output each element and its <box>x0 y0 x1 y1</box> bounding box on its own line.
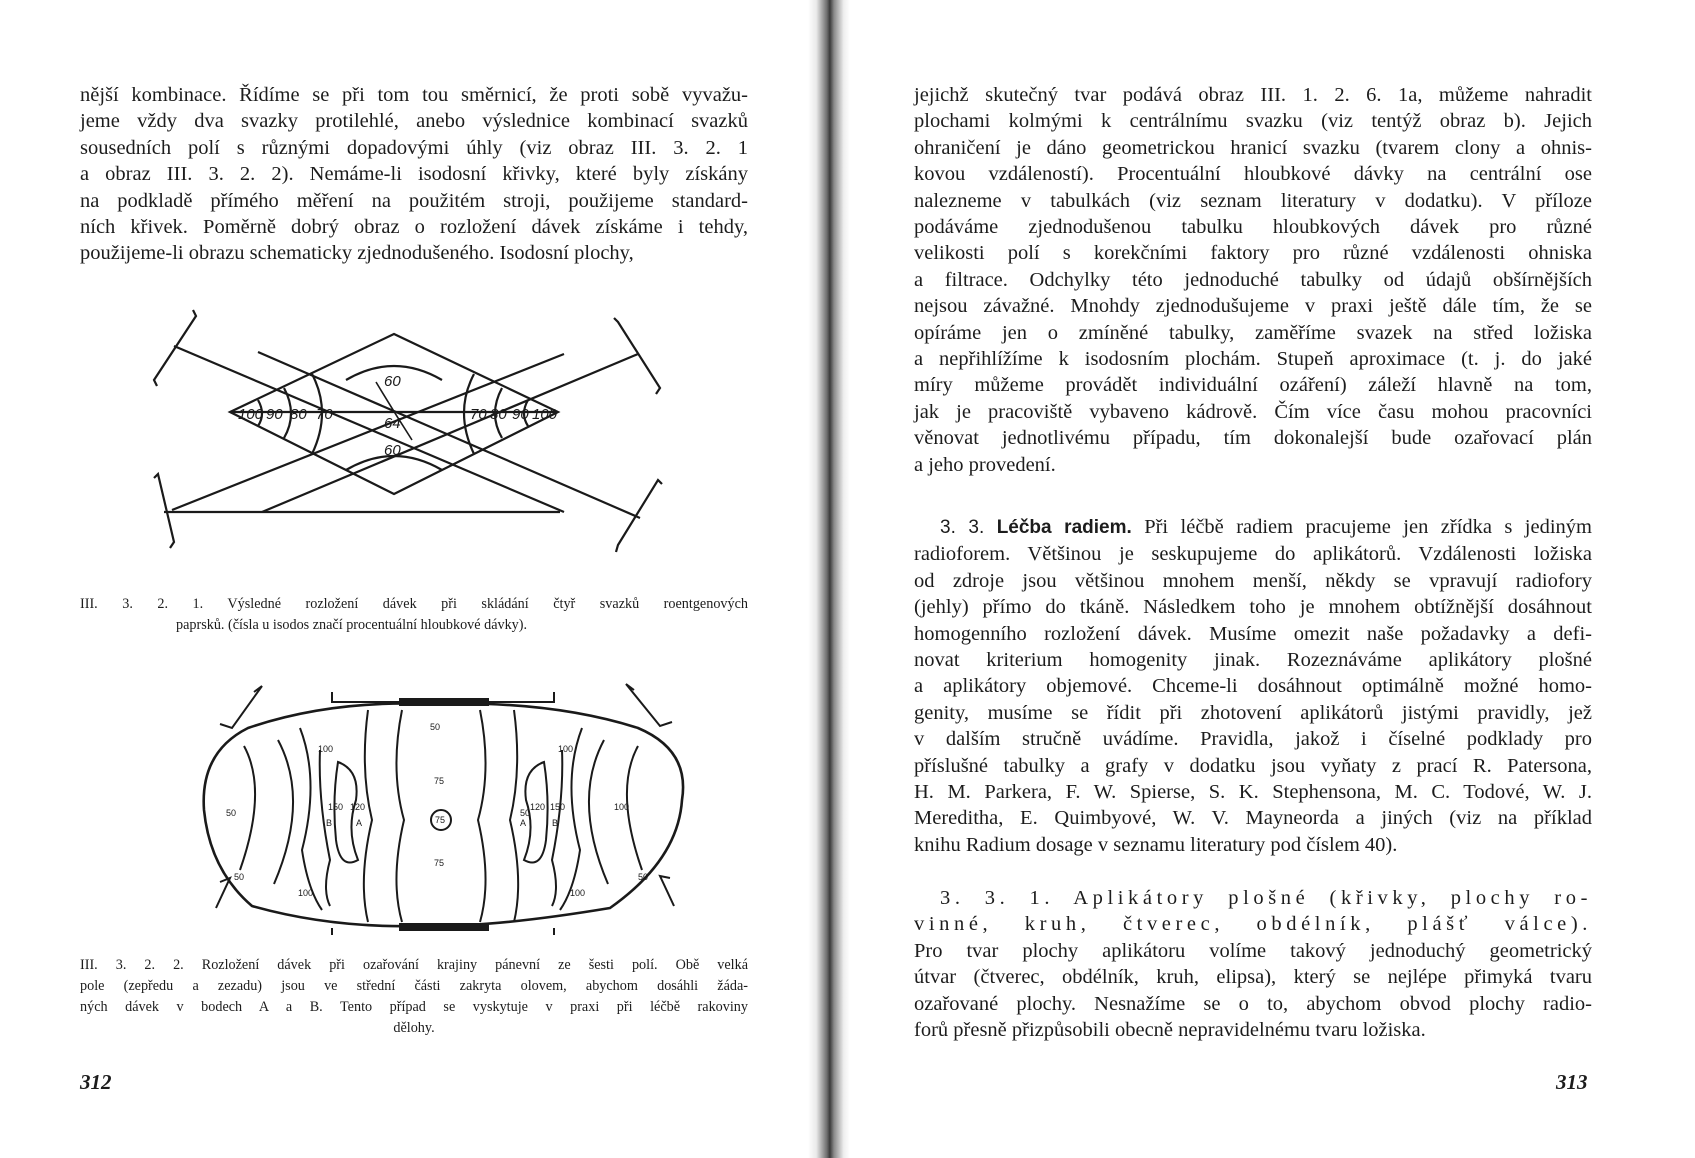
section-first-line: Při léčbě radiem pracujeme jen zřídka s jediným <box>1144 516 1592 538</box>
page-number-left: 312 <box>80 1070 112 1094</box>
paragraph-line: kovou vzdáleností). Procentuální hloubkové dávky na centrální ose <box>914 163 1592 186</box>
fig2-label-2: 75 <box>434 776 445 786</box>
paragraph-line: knihu Radium dosage v seznamu literatury pod číslem 40). <box>914 833 1398 856</box>
section-title: Léčba radiem. <box>996 517 1132 538</box>
fig2-label-4: 75 <box>434 858 445 868</box>
fig1-label-r3: 100 <box>532 406 558 423</box>
section-number: 3. 3. <box>940 517 985 538</box>
fig2-label-8: 50 <box>520 808 531 818</box>
fig2-label-14: A <box>356 818 363 828</box>
paragraph-line: útvar (čtverec, obdélník, kruh, elipsa), který se nejlépe přimyká tvaru <box>914 966 1592 989</box>
paragraph-line: a jeho provedení. <box>914 453 1056 476</box>
section-3-3 <box>914 514 1592 858</box>
fig1-label-l3: 70 <box>316 406 333 423</box>
paragraph-line: forů přesně přizpůsobili obecně nepravidelnému tvaru ložiska. <box>914 1019 1426 1042</box>
caption-line: paprsků. (čísla u isodos značí procentuální hloubkové dávky). <box>176 617 528 633</box>
paragraph-line: homogenního rozložení dávek. Musíme omezit naše požadavky a defi- <box>914 622 1592 645</box>
figure1-caption <box>80 594 748 636</box>
fig1-label-c1: 64 <box>384 415 401 432</box>
paragraph-line: míry můžeme provádět individuální ozáření) záleží hlavně na tom, <box>914 374 1592 397</box>
fig2-label-16: B <box>552 818 559 828</box>
fig2-label-17: 150 <box>328 802 344 812</box>
paragraph-line: a nepřihlížíme k isodosním plochám. Stupeň aproximace (t. j. do jaké <box>914 348 1592 371</box>
paragraph-line: jejichž skutečný tvar podává obraz III. 1. 2. 6. 1a, můžeme nahradit <box>914 84 1592 106</box>
paragraph-line: novat kriterium homogenity jinak. Rozeznáváme aplikátory plošné <box>914 649 1592 672</box>
fig2-label-7: 50 <box>226 808 237 818</box>
paragraph-line: a aplikátory objemové. Chceme-li dosáhnout optimálně možné homo- <box>914 675 1592 698</box>
paragraph-line: genity, musíme se řídit při zhotovení aplikátorů jistými pravidly, jež <box>914 701 1592 724</box>
section-heading-line <box>914 514 1592 541</box>
fig2-label-11: 100 <box>570 888 586 898</box>
paragraph-line: Pro tvar plochy aplikátoru volíme takový jednoduchý geometrický <box>914 939 1592 962</box>
applicator-bottom-right <box>616 480 662 552</box>
fig2-label-5: 100 <box>558 744 574 754</box>
left-paragraph <box>80 82 748 267</box>
fig1-label-c0: 60 <box>384 373 401 390</box>
fig2-label-19: 120 <box>350 802 366 812</box>
fig2-label-3: 75 <box>435 815 446 825</box>
paragraph-line: podáváme zjednodušenou tabulku hloubkových dávek pro různé <box>914 216 1592 239</box>
paragraph-line: 3. 3. 1. Aplikátory plošné (křivky, plochy ro- <box>940 887 1592 909</box>
fig2-label-0: 50 <box>430 722 441 732</box>
fig1-label-c2: 60 <box>384 442 401 459</box>
figure2-caption <box>80 955 748 1039</box>
fig1-label-l0: 100 <box>238 406 264 423</box>
paragraph-line: opíráme jen o zmíněné tabulky, zaměříme svazek na střed ložiska <box>914 321 1592 344</box>
caption-line: pole (zepředu a zezadu) jsou ve střední části zakryta olovem, abychom dosáhli žáda- <box>80 978 748 994</box>
fig2-label-15: A <box>520 818 527 828</box>
right-paragraph-1 <box>914 82 1592 478</box>
paragraph-line: příslušné tabulky a grafy v dodatku jsou vyňaty z prací R. Patersona, <box>914 754 1592 777</box>
paragraph-line: plochami kolmými k centrálnímu svazku (viz tentýž obraz b). Jejich <box>914 110 1592 133</box>
fig1-label-r0: 70 <box>470 406 487 423</box>
figure-pelvic-six-fields <box>190 670 690 935</box>
fig2-label-10: 50 <box>638 872 649 882</box>
fig1-label-l1: 90 <box>266 406 283 423</box>
paragraph-line: ohraničení je dáno geometrickou hranicí svazku (tvarem clony a ohnis- <box>914 136 1592 159</box>
book-gutter <box>808 0 850 1158</box>
page-number-right: 313 <box>1556 1070 1588 1094</box>
paragraph-line: vinné, kruh, čtverec, obdélník, plášť válce). <box>914 913 1592 936</box>
caption-line: III. 3. 2. 2. Rozložení dávek při ozařování krajiny pánevní ze šesti polí. Obě velká <box>80 957 748 973</box>
fig1-label-r2: 90 <box>512 406 529 423</box>
fig2-label-6: 100 <box>298 888 314 898</box>
figure1-svg <box>140 290 680 590</box>
paragraph-line: ozařované plochy. Nesnažíme se o to, abychom obvod plochy radio- <box>914 992 1592 1015</box>
paragraph-line: na podkladě přímého měření na použitém stroji, použijeme standard- <box>80 189 748 212</box>
paragraph-line: použijeme-li obrazu schematicky zjednodušeného. Isodosní plochy, <box>80 242 634 265</box>
paragraph-line: od zdroje jsou většinou mnohem menší, někdy se vpravují radiofory <box>914 569 1592 592</box>
fig2-label-18: 150 <box>550 802 566 812</box>
paragraph-line: radioforem. Většinou je seskupujeme do aplikátorů. Vzdálenosti ložiska <box>914 543 1592 566</box>
right-page <box>850 0 1695 1158</box>
fig2-label-13: B <box>326 818 333 828</box>
paragraph-line: H. M. Parkera, F. W. Spierse, S. K. Stephensona, M. C. Todové, W. J. <box>914 781 1592 804</box>
paragraph-line: v dalším stručně uvádíme. Pravidla, jakož i číselné podklady pro <box>914 728 1592 751</box>
applicator-top-right <box>614 318 660 394</box>
figure2-svg <box>190 670 690 935</box>
fig2-label-1: 100 <box>318 744 334 754</box>
left-page <box>0 0 808 1158</box>
paragraph-line: Mereditha, E. Quimbyové, W. V. Mayneorda a jiných (viz na příklad <box>914 807 1592 830</box>
paragraph-line: sousedních polí s různými dopadovými úhly (viz obraz III. 3. 2. 1 <box>80 136 748 159</box>
paragraph-line: a obraz III. 3. 2. 2). Nemáme-li isodosní křivky, které byly získány <box>80 163 748 186</box>
paragraph-line: (jehly) přímo do tkáně. Následkem toho je mnohem obtížnější dosáhnout <box>914 596 1592 619</box>
paragraph-line: velikosti polí s korekčními faktory pro různé vzdálenosti ohniska <box>914 242 1592 265</box>
fig1-label-l2: 80 <box>290 406 307 423</box>
figure-isodose-four-beams <box>140 290 680 590</box>
paragraph-line: nejsou závažné. Mnohdy zjednodušujeme v praxi ještě dále tím, že se <box>914 295 1592 318</box>
paragraph-line: jeme vždy dva svazky protilehlé, anebo výslednice kombinací svazků <box>80 110 748 133</box>
right-paragraph-2 <box>914 541 1592 858</box>
fig2-label-9: 50 <box>234 872 245 882</box>
paragraph-line: jak je pracoviště vybaveno kádrově. Čím více času mohou pracovníci <box>914 400 1592 423</box>
caption-line: dělohy. <box>393 1020 435 1036</box>
caption-line: III. 3. 2. 1. Výsledné rozložení dávek při skládání čtyř svazků roentgenových <box>80 596 748 612</box>
fig1-label-r1: 80 <box>490 406 507 423</box>
paragraph-line: věnovat jednotlivému případu, tím dokonalejší bude ozařovací plán <box>914 427 1592 450</box>
paragraph-line: ních křivek. Poměrně dobrý obraz o rozložení dávek získáme i tehdy, <box>80 216 748 239</box>
paragraph-line: nalezneme v tabulkách (viz seznam literatury v dodatku). V příloze <box>914 189 1592 212</box>
fig2-label-12: 100 <box>614 802 630 812</box>
fig2-label-20: 120 <box>530 802 546 812</box>
applicator-top-left <box>154 310 196 386</box>
paragraph-line: a filtrace. Odchylky této jednoduché tabulky od údajů obšírnějších <box>914 268 1592 291</box>
paragraph-line: nější kombinace. Řídíme se při tom tou směrnicí, že proti sobě vyvažu- <box>80 84 748 106</box>
subsection-3-3-1 <box>914 885 1592 1043</box>
caption-line: ných dávek v bodech A a B. Tento případ se vyskytuje v praxi při léčbě rakoviny <box>80 999 748 1015</box>
